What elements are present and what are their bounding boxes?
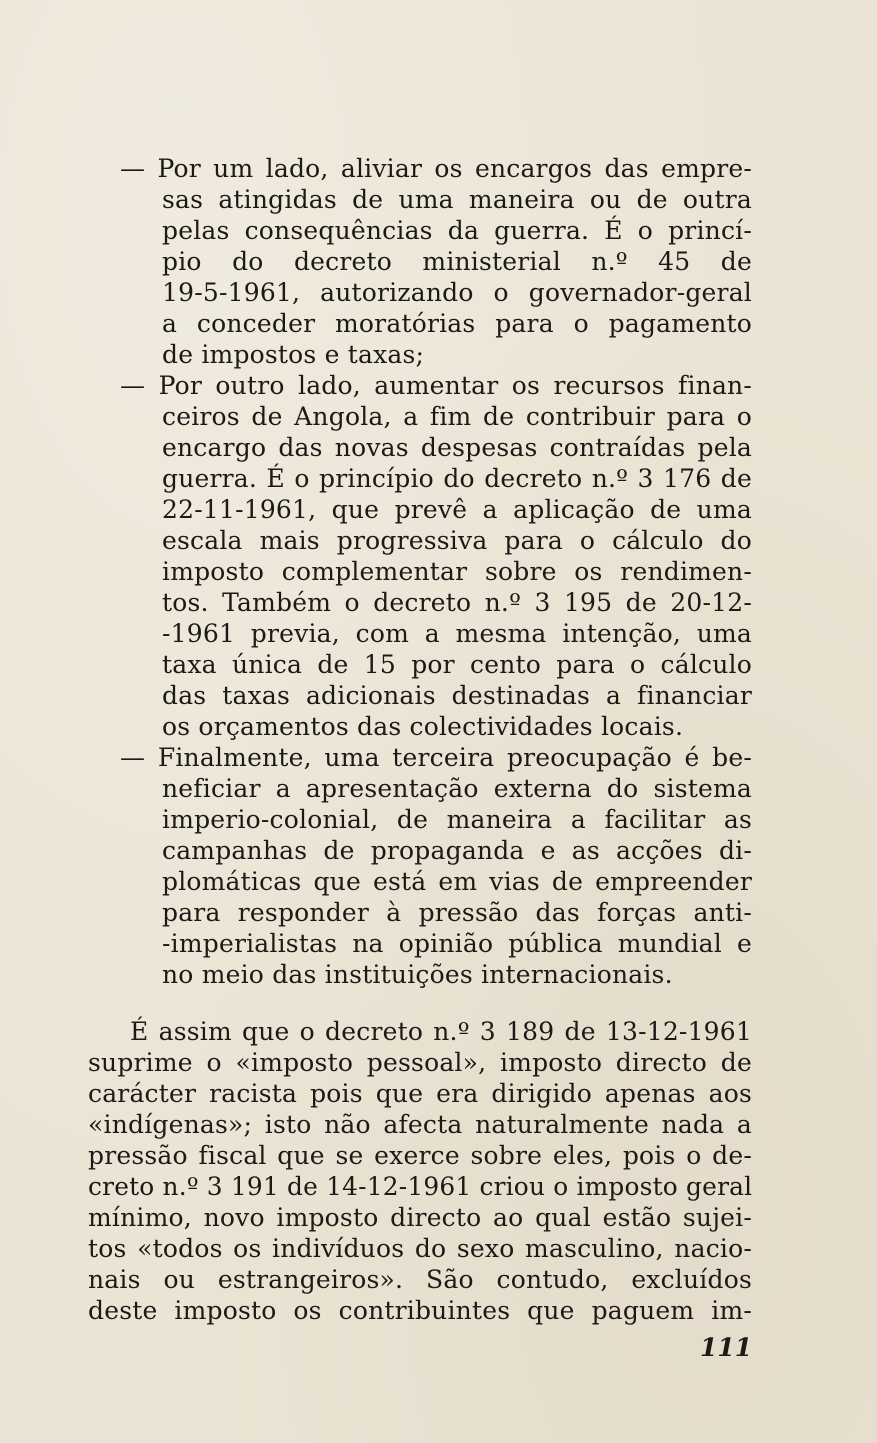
text-line: — Por outro lado, aumentar os recursos finan-: [120, 371, 752, 400]
text-line: nais ou estrangeiros». São contudo, excluídos: [88, 1265, 752, 1294]
text-line: pressão fiscal que se exerce sobre eles, pois o de-: [88, 1141, 752, 1170]
text-line: ceiros de Angola, a fim de contribuir para o: [162, 402, 752, 431]
text-line: neficiar a apresentação externa do sistema: [162, 774, 752, 803]
text-line: — Por um lado, aliviar os encargos das empre-: [120, 154, 752, 183]
text-line: tos. Também o decreto n.º 3 195 de 20-12-: [162, 588, 752, 617]
text-line: imposto complementar sobre os rendimen-: [162, 557, 752, 586]
text-line: -1961 previa, com a mesma intenção, uma: [162, 619, 752, 648]
text-line: taxa única de 15 por cento para o cálculo: [162, 650, 752, 679]
text-line: encargo das novas despesas contraídas pela: [162, 433, 752, 462]
text-line: sas atingidas de uma maneira ou de outra: [162, 185, 752, 214]
text-line: 22-11-1961, que prevê a aplicação de uma: [162, 495, 752, 524]
text-line: plomáticas que está em vias de empreender: [162, 867, 752, 896]
text-line: pio do decreto ministerial n.º 45 de: [162, 247, 752, 276]
text-line: campanhas de propaganda e as acções di-: [162, 836, 752, 865]
text-line: «indígenas»; isto não afecta naturalmente nada a: [88, 1110, 752, 1139]
text-line: — Finalmente, uma terceira preocupação é be-: [120, 743, 752, 772]
text-line: no meio das instituições internacionais.: [162, 960, 673, 989]
text-line: das taxas adicionais destinadas a financiar: [162, 681, 752, 710]
text-line: os orçamentos das colectividades locais.: [162, 712, 684, 741]
text-line: creto n.º 3 191 de 14-12-1961 criou o imposto geral: [88, 1172, 753, 1201]
text-line: -imperialistas na opinião pública mundial e: [162, 929, 752, 958]
text-line: suprime o «imposto pessoal», imposto directo de: [88, 1048, 752, 1077]
text-line: a conceder moratórias para o pagamento: [162, 309, 752, 338]
text-line: carácter racista pois que era dirigido apenas aos: [88, 1079, 752, 1108]
text-line: escala mais progressiva para o cálculo do: [162, 526, 752, 555]
text-line: É assim que o decreto n.º 3 189 de 13-12-1961: [130, 1017, 752, 1046]
text-line: de impostos e taxas;: [162, 340, 425, 369]
text-line: mínimo, novo imposto directo ao qual estão sujei-: [88, 1203, 752, 1232]
text-line: 19-5-1961, autorizando o governador-geral: [162, 278, 752, 307]
text-line: guerra. É o princípio do decreto n.º 3 176 de: [162, 464, 752, 493]
text-line: para responder à pressão das forças anti-: [162, 898, 752, 927]
page-number: 111: [700, 1333, 753, 1362]
text-line: tos «todos os indivíduos do sexo masculino, nacio-: [88, 1234, 752, 1263]
text-line: imperio-colonial, de maneira a facilitar as: [162, 805, 752, 834]
text-line: deste imposto os contribuintes que paguem im-: [88, 1296, 752, 1325]
text-line: pelas consequências da guerra. É o princí-: [162, 216, 752, 245]
